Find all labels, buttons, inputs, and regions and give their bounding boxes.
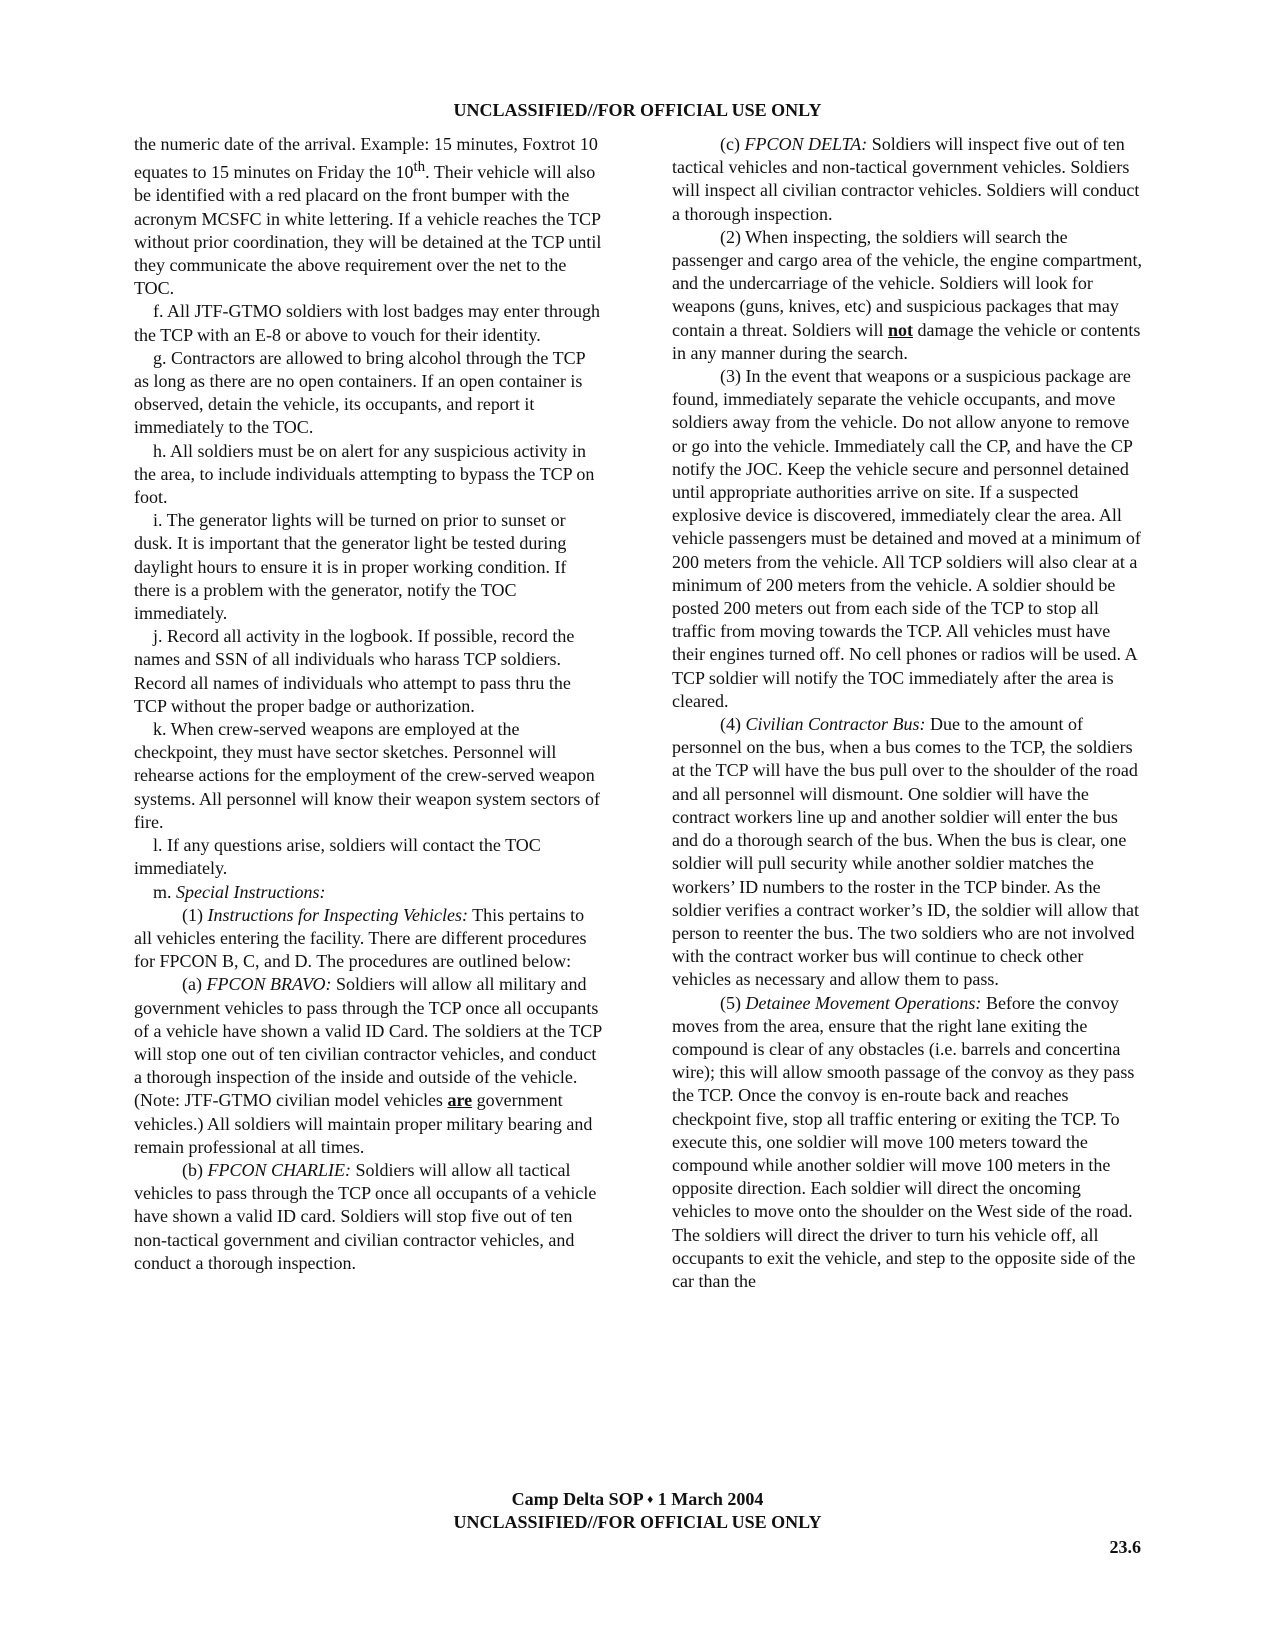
s2-text-2: damage the vehicle or contents in any manner during the search. xyxy=(672,319,1141,363)
paragraph-h: h. All soldiers must be on alert for any suspicious activity in the area, to include individuals attempting to bypass the TCP on foot. xyxy=(134,440,595,508)
c-title: FPCON DELTA: xyxy=(744,134,868,154)
b-number: (b) xyxy=(182,1159,203,1180)
s2-emphasis: not xyxy=(887,319,913,340)
footer-document-title: Camp Delta SOP xyxy=(511,1489,643,1509)
paragraph-a xyxy=(134,973,604,1159)
s4-title: Civilian Contractor Bus: xyxy=(745,714,926,735)
s2-text-1: (2) When inspecting, the soldiers will search the passenger and cargo area of the vehicle, the engine compartment, and the undercarriage of the vehicle. Soldiers will look for weapons (guns, knives, etc) and suspicious packages that may contain a threat. Soldiers will xyxy=(672,226,1142,340)
paragraph-f: f. All JTF-GTMO soldiers with lost badges may enter through the TCP with an E-8 or above to vouch for their identity. xyxy=(134,301,600,345)
a-title: FPCON BRAVO: xyxy=(206,974,332,995)
paragraph-3: (3) In the event that weapons or a suspicious package are found, immediately separate the vehicle occupants, and move soldiers away from the vehicle. Do not allow anyone to remove or go into the vehicle. Immediately call the CP, and have the CP notify the JOC. Keep the vehicle secure and personnel detained until appropriate authorities arrive on site. If a suspected explosive device is discovered, immediately clear the area. All vehicle passengers must be detained and moved at a minimum of 200 meters from the vehicle. All TCP soldiers will also clear at a minimum of 200 meters from the vehicle. A soldier should be posted 200 meters out from each side of the TCP to stop all traffic from moving towards the TCP. All vehicles must have their engines turned off. No cell phones or radios will be used. A TCP soldier will notify the TOC immediately after the area is cleared. xyxy=(672,366,1141,711)
s5-number: (5) xyxy=(720,992,741,1013)
paragraph-j: j. Record all activity in the logbook. If possible, record the names and SSN of all individuals who harass TCP soldiers. Record all names of individuals who attempt to pass thru the TCP without the proper badge or authorization. xyxy=(134,626,575,716)
right-column xyxy=(672,133,1142,1293)
a-text-2: government vehicles.) All soldiers will maintain proper military bearing and remain professional at all times. xyxy=(134,1090,593,1157)
paragraph-c xyxy=(672,133,1142,226)
header-classification: UNCLASSIFIED//FOR OFFICIAL USE ONLY xyxy=(453,100,822,120)
paragraph-b xyxy=(134,1159,604,1275)
a-emphasis: are xyxy=(447,1090,473,1111)
arrival-text-1: the numeric date of the arrival. Example: 15 minutes, Foxtrot 10 equates to 15 minutes on Friday the 10 xyxy=(134,134,598,183)
s4-number: (4) xyxy=(720,714,741,735)
paragraph-2 xyxy=(672,226,1142,365)
paragraph-5 xyxy=(672,992,1142,1294)
paragraph-1 xyxy=(134,904,604,974)
ordinal-suffix: th xyxy=(413,159,426,176)
a-text-1: Soldiers will allow all military and government vehicles to pass through the TCP once all occupants of a vehicle have shown a valid ID Card. The soldiers at the TCP will stop one out of ten civilian contractor vehicles, and conduct a thorough inspection of the inside and outside of the vehicle. (Note: JTF-GTMO civilian model vehicles xyxy=(134,974,602,1111)
paragraph-l: l. If any questions arise, soldiers will contact the TOC immediately. xyxy=(134,835,541,879)
paragraph-k: k. When crew-served weapons are employed at the checkpoint, they must have sector sketches. Personnel will rehearse actions for the employment of the crew-served weapon systems. All personnel will know their weapon system sectors of fire. xyxy=(134,719,600,832)
s1-text: This pertains to all vehicles entering the facility. There are different procedures for FPCON B, C, and D. The procedures are outlined below: xyxy=(134,904,587,972)
paragraph-4 xyxy=(672,713,1142,991)
footer-date: 1 March 2004 xyxy=(657,1489,764,1509)
s1-title: Instructions for Inspecting Vehicles: xyxy=(207,904,468,925)
m-title: Special Instructions: xyxy=(176,881,326,902)
c-number: (c) xyxy=(720,134,740,154)
arrival-text-2: . Their vehicle will also be identified with a red placard on the front bumper with the acronym MCSFC in white lettering. If a vehicle reaches the TCP without prior coordination, they will be detained at the TCP until they communicate the above requirement over the net to the TOC. xyxy=(134,162,602,299)
s5-title: Detainee Movement Operations: xyxy=(745,992,982,1013)
s1-number: (1) xyxy=(182,904,203,925)
page-number: 23.6 xyxy=(1109,1537,1141,1557)
paragraph-arrival xyxy=(134,133,604,300)
paragraph-g: g. Contractors are allowed to bring alcohol through the TCP as long as there are no open containers. If an open container is observed, detain the vehicle, its occupants, and report it immediately to the TOC. xyxy=(134,347,585,438)
b-text: Soldiers will allow all tactical vehicles to pass through the TCP once all occupants of a vehicle have shown a valid ID card. Soldiers will stop five out of ten non-tactical government and civilian contractor vehicles, and conduct a thorough inspection. xyxy=(134,1159,597,1273)
left-column xyxy=(134,133,604,1275)
c-text: Soldiers will inspect five out of ten tactical vehicles and non-tactical government vehicles. Soldiers will inspect all civilian contractor vehicles. Soldiers will conduct a thorough inspection. xyxy=(672,134,1140,224)
a-number: (a) xyxy=(182,974,202,995)
diamond-separator-icon: ♦ xyxy=(647,1492,654,1506)
m-label: m. xyxy=(153,881,172,902)
s5-text: Before the convoy moves from the area, ensure that the right lane exiting the compound is clear of any obstacles (i.e. barrels and concertina wire); this will allow smooth passage of the convoy as they pass the TCP. Once the convoy is en-route back and reaches checkpoint five, stop all traffic entering or exiting the TCP. To execute this, one soldier will move 100 meters toward the compound while another soldier will move 100 meters in the opposite direction. Each soldier will direct the oncoming vehicles to move onto the shoulder on the West side of the road. The soldiers will direct the driver to turn his vehicle off, all occupants to exit the vehicle, and step to the opposite side of the car than the xyxy=(672,992,1136,1291)
b-title: FPCON CHARLIE: xyxy=(207,1159,351,1180)
s4-text: Due to the amount of personnel on the bus, when a bus comes to the TCP, the soldiers at the TCP will have the bus pull over to the shoulder of the road and all personnel will dismount. One soldier will have the contract workers line up and another soldier will enter the bus and do a thorough search of the bus. When the bus is clear, one soldier will pull security while another soldier matches the workers’ ID numbers to the roster in the TCP binder. As the soldier verifies a contract worker’s ID, the soldier will allow that person to reenter the bus. The two soldiers who are not involved with the contract worker bus will continue to check other vehicles as necessary and allow them to pass. xyxy=(672,714,1140,990)
footer xyxy=(0,1488,1275,1534)
footer-title-line xyxy=(0,1488,1275,1511)
paragraph-m xyxy=(134,881,604,904)
paragraph-i: i. The generator lights will be turned on prior to sunset or dusk. It is important that the generator light be tested during daylight hours to ensure it is in proper working condition. If there is a problem with the generator, notify the TOC immediately. xyxy=(134,510,567,624)
footer-classification: UNCLASSIFIED//FOR OFFICIAL USE ONLY xyxy=(453,1512,822,1532)
